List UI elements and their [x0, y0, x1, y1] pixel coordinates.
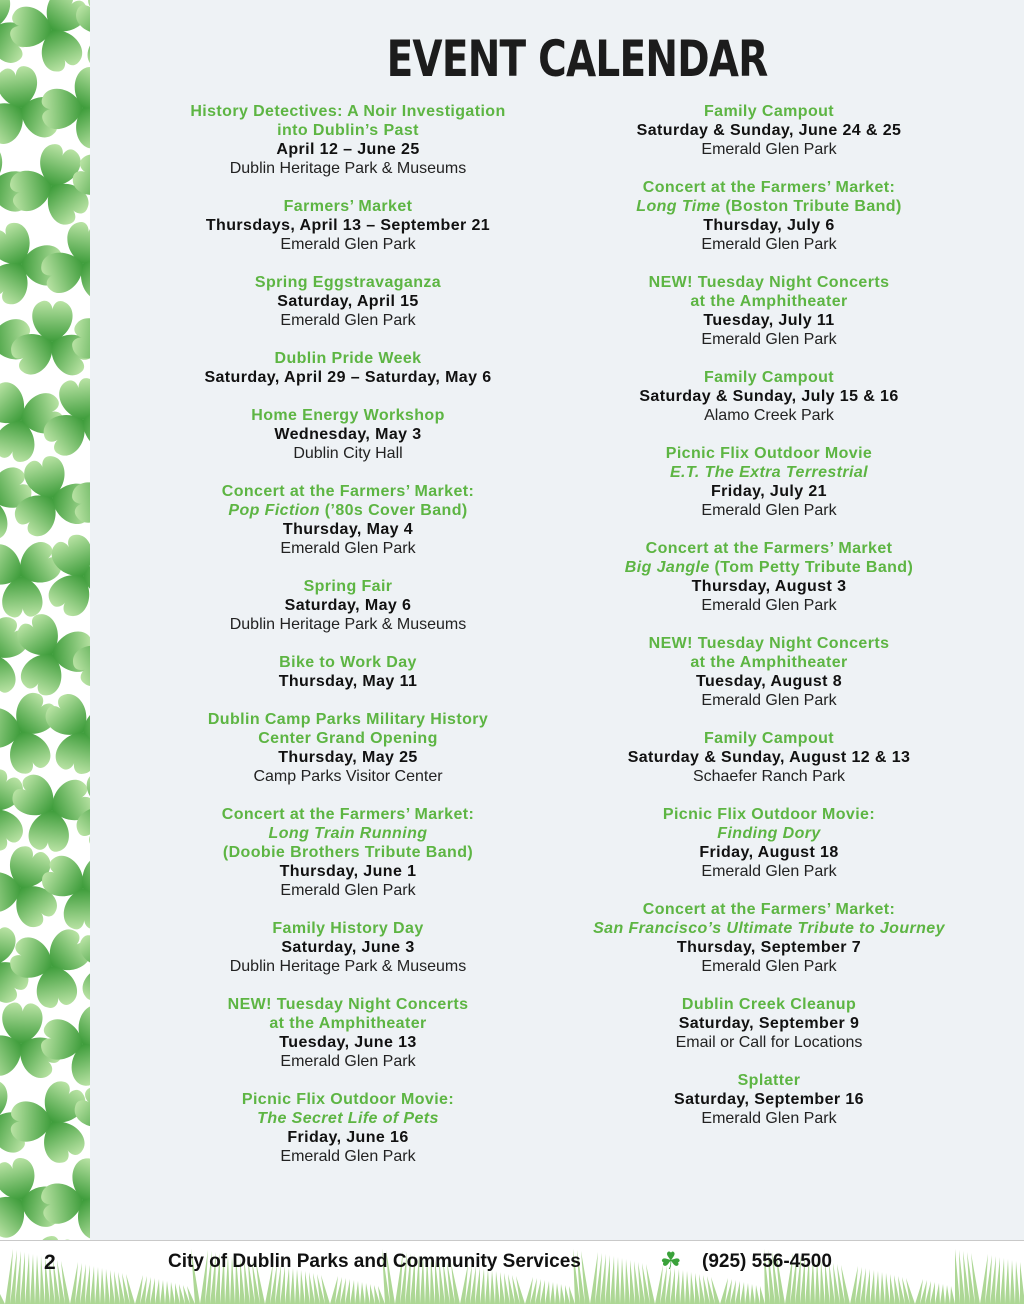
event-date: Saturday, April 29 – Saturday, May 6	[204, 369, 492, 386]
event-subtitle	[574, 558, 964, 577]
event-date: Friday, June 16	[287, 1129, 409, 1146]
event-item	[574, 634, 964, 710]
event-subtitle-italic: Finding Dory	[717, 825, 821, 842]
event-location: Emerald Glen Park	[701, 1110, 837, 1127]
event-title: NEW! Tuesday Night Concerts	[648, 635, 890, 652]
event-title: Picnic Flix Outdoor Movie:	[241, 1091, 455, 1108]
event-item	[574, 178, 964, 254]
event-item	[574, 900, 964, 976]
event-title: Dublin Creek Cleanup	[681, 996, 857, 1013]
event-item	[158, 577, 538, 634]
event-date: Saturday, September 16	[674, 1091, 864, 1108]
shamrock-pattern-icon	[0, 0, 90, 1240]
event-location: Schaefer Ranch Park	[692, 768, 846, 785]
event-date: Saturday, May 6	[284, 597, 412, 614]
event-location: Email or Call for Locations	[675, 1034, 863, 1051]
event-item	[574, 1071, 964, 1128]
footer	[0, 1240, 1024, 1304]
event-title: Dublin Pride Week	[274, 350, 422, 367]
event-item	[158, 349, 538, 387]
event-date: Saturday, September 9	[678, 1015, 860, 1032]
event-title: Spring Fair	[303, 578, 393, 595]
event-title: Splatter	[737, 1072, 801, 1089]
event-date: Wednesday, May 3	[274, 426, 422, 443]
event-item	[574, 805, 964, 881]
event-location: Camp Parks Visitor Center	[253, 768, 443, 785]
event-date: Tuesday, June 13	[279, 1034, 417, 1051]
event-subtitle-italic: Big Jangle	[624, 559, 710, 576]
event-item	[158, 805, 538, 900]
event-location: Emerald Glen Park	[701, 958, 837, 975]
event-item	[158, 197, 538, 254]
event-subtitle-italic: The Secret Life of Pets	[257, 1110, 439, 1127]
event-subtitle-suffix: (Tom Petty Tribute Band)	[709, 559, 914, 576]
event-subtitle-italic: E.T. The Extra Terrestrial	[669, 464, 869, 481]
event-location: Dublin Heritage Park & Museums	[229, 616, 467, 633]
event-location: Emerald Glen Park	[701, 141, 837, 158]
event-title: Picnic Flix Outdoor Movie	[665, 445, 873, 462]
page-title: EVENT CALENDAR	[386, 30, 768, 88]
event-item	[574, 539, 964, 615]
event-date: Saturday & Sunday, June 24 & 25	[636, 122, 902, 139]
event-location: Emerald Glen Park	[701, 331, 837, 348]
footer-organization: City of Dublin Parks and Community Services	[168, 1251, 581, 1272]
event-date: Thursday, June 1	[279, 863, 417, 880]
event-item	[158, 653, 538, 691]
event-location: Emerald Glen Park	[280, 312, 416, 329]
events-left-column	[158, 102, 538, 1185]
event-date: Thursday, May 11	[278, 673, 418, 690]
event-date: Thursday, May 4	[282, 521, 414, 538]
event-date: Thursday, May 25	[278, 749, 418, 766]
event-item	[574, 444, 964, 520]
event-subtitle-italic: Pop Fiction	[228, 502, 320, 519]
event-title: Concert at the Farmers’ Market	[645, 540, 893, 557]
event-title: Center Grand Opening	[258, 730, 438, 747]
event-location: Emerald Glen Park	[280, 1053, 416, 1070]
event-subtitle	[574, 919, 964, 938]
event-date: Thursday, September 7	[676, 939, 862, 956]
event-location: Emerald Glen Park	[701, 502, 837, 519]
event-item	[574, 368, 964, 425]
event-item	[158, 406, 538, 463]
event-subtitle-italic: San Francisco’s Ultimate Tribute to Journey	[593, 920, 945, 937]
event-title: Concert at the Farmers’ Market:	[642, 901, 896, 918]
event-location: Dublin City Hall	[293, 445, 403, 462]
event-location: Emerald Glen Park	[701, 863, 837, 880]
event-subtitle	[158, 1109, 538, 1128]
event-title: Farmers’ Market	[283, 198, 413, 215]
event-location: Dublin Heritage Park & Museums	[229, 160, 467, 177]
event-title: NEW! Tuesday Night Concerts	[227, 996, 469, 1013]
event-item	[158, 482, 538, 558]
event-title: Bike to Work Day	[279, 654, 417, 671]
event-location: Emerald Glen Park	[280, 236, 416, 253]
events-right-column	[574, 102, 964, 1147]
event-title: at the Amphitheater	[690, 654, 848, 671]
event-date: Tuesday, July 11	[703, 312, 835, 329]
event-location: Alamo Creek Park	[704, 407, 834, 424]
event-subtitle	[574, 197, 964, 216]
event-item	[574, 273, 964, 349]
event-title: Concert at the Farmers’ Market:	[642, 179, 896, 196]
event-location: Emerald Glen Park	[280, 882, 416, 899]
event-title: Family Campout	[703, 730, 835, 747]
event-title: History Detectives: A Noir Investigation	[190, 103, 506, 120]
event-item	[574, 995, 964, 1052]
event-date: Saturday, June 3	[281, 939, 415, 956]
event-date: Saturday & Sunday, August 12 & 13	[627, 749, 911, 766]
event-subtitle-italic: Long Train Running	[268, 825, 428, 842]
event-subtitle-suffix: (Boston Tribute Band)	[720, 198, 902, 215]
event-location: Emerald Glen Park	[280, 1148, 416, 1165]
event-subtitle	[574, 463, 964, 482]
event-item	[158, 995, 538, 1071]
shamrock-border	[0, 0, 90, 1240]
event-title: at the Amphitheater	[690, 293, 848, 310]
event-date: Saturday, April 15	[277, 293, 419, 310]
event-title: Home Energy Workshop	[251, 407, 445, 424]
event-title: Family History Day	[272, 920, 424, 937]
event-title: at the Amphitheater	[269, 1015, 427, 1032]
event-title: Concert at the Farmers’ Market:	[221, 483, 475, 500]
event-date: Thursdays, April 13 – September 21	[205, 217, 491, 234]
shamrock-icon: ☘	[660, 1248, 682, 1275]
event-subtitle-suffix: (’80s Cover Band)	[319, 502, 468, 519]
event-date: April 12 – June 25	[276, 141, 420, 158]
event-title: (Doobie Brothers Tribute Band)	[222, 844, 474, 861]
event-location: Emerald Glen Park	[280, 540, 416, 557]
event-item	[574, 729, 964, 786]
event-date: Friday, August 18	[699, 844, 839, 861]
event-item	[158, 710, 538, 786]
event-title: Concert at the Farmers’ Market:	[221, 806, 475, 823]
event-date: Thursday, July 6	[703, 217, 835, 234]
event-item	[158, 273, 538, 330]
event-item	[158, 919, 538, 976]
event-title: Family Campout	[703, 103, 835, 120]
event-title: Picnic Flix Outdoor Movie:	[662, 806, 876, 823]
event-item	[158, 102, 538, 178]
event-location: Emerald Glen Park	[701, 236, 837, 253]
event-item	[574, 102, 964, 159]
event-location: Emerald Glen Park	[701, 692, 837, 709]
event-title: Spring Eggstravaganza	[254, 274, 442, 291]
event-date: Tuesday, August 8	[695, 673, 843, 690]
event-subtitle-italic: Long Time	[636, 198, 721, 215]
event-title: NEW! Tuesday Night Concerts	[648, 274, 890, 291]
event-title: into Dublin’s Past	[277, 122, 419, 139]
event-date: Thursday, August 3	[691, 578, 847, 595]
page-number: 2	[44, 1251, 56, 1274]
event-title: Dublin Camp Parks Military History	[207, 711, 489, 728]
event-location: Dublin Heritage Park & Museums	[229, 958, 467, 975]
event-date: Saturday & Sunday, July 15 & 16	[639, 388, 899, 405]
event-item	[158, 1090, 538, 1166]
event-subtitle	[158, 501, 538, 520]
footer-phone: (925) 556-4500	[702, 1251, 832, 1272]
event-subtitle	[574, 824, 964, 843]
event-title: Family Campout	[703, 369, 835, 386]
event-location: Emerald Glen Park	[701, 597, 837, 614]
event-subtitle	[158, 824, 538, 843]
event-date: Friday, July 21	[711, 483, 827, 500]
